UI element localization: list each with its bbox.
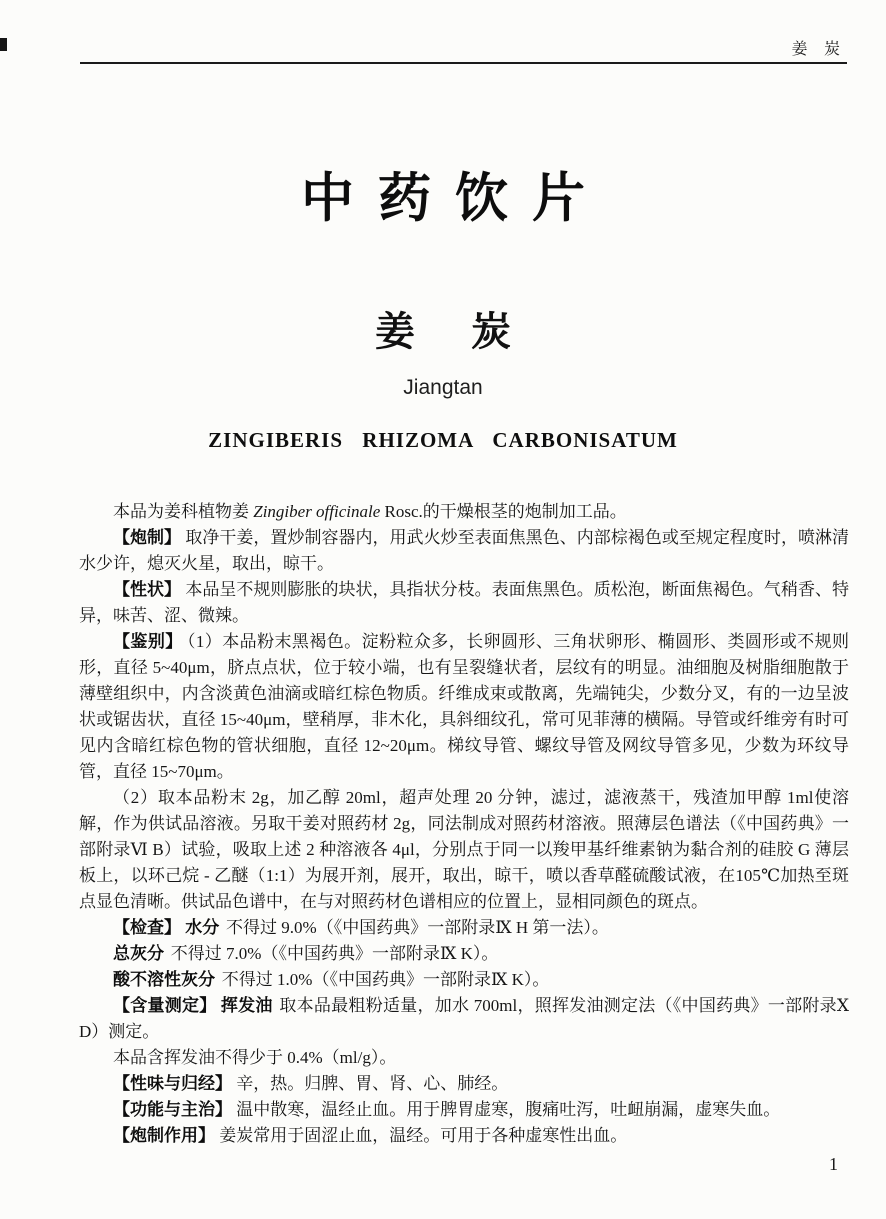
page-number: 1 — [829, 1154, 838, 1174]
section-label-gongnengyuzhuzhi: 【功能与主治】 — [113, 1100, 232, 1119]
section-label-paozhizuoyong: 【炮制作用】 — [113, 1126, 215, 1145]
drug-name-char-2: 炭 — [471, 309, 511, 354]
paragraph-jianbie-2 — [79, 785, 849, 915]
paragraph-text: 本品呈不规则膨胀的块状，具指状分枝。表面焦黑色。质松泡，断面焦褐色。气稍香、特异，味苦、涩、微辣。 — [79, 580, 850, 625]
paragraph-text: 温中散寒，温经止血。用于脾胃虚寒，腹痛吐泻，吐衄崩漏，虚寒失血。 — [236, 1100, 781, 1119]
scan-artifact — [0, 38, 7, 51]
section-label-jiancha: 【检查】 — [113, 918, 181, 937]
monograph-body — [79, 499, 849, 1149]
paragraph-paozhi-zuoyong — [79, 1123, 849, 1149]
header-rule — [80, 62, 847, 64]
paragraph-text: 取本品最粗粉适量，加水 700ml，照挥发油测定法（《中国药典》一部附录Ⅹ D）测定。 — [79, 996, 849, 1041]
sub-label-zonghuifen: 总灰分 — [113, 944, 164, 963]
latin-name: ZINGIBERIS RHIZOMA CARBONISATUM — [208, 428, 678, 452]
paragraph-text: 不得过 1.0%（《中国药典》一部附录Ⅸ K）。 — [221, 970, 550, 989]
section-label-jianbie: 【鉴别】 — [113, 632, 183, 651]
paragraph-suanburongxing-huifen — [79, 967, 849, 993]
paragraph-xingzhuang — [79, 577, 849, 629]
paragraph-text: 本品含挥发油不得少于 0.4%（ml/g）。 — [113, 1048, 397, 1067]
intro-text-pre: 本品为姜科植物姜 — [113, 502, 254, 521]
paragraph-hanliangceding — [79, 993, 849, 1045]
sub-label-suanburongxinghuifen: 酸不溶性灰分 — [113, 970, 215, 989]
section-label-xingweiyuguijing: 【性味与归经】 — [113, 1074, 232, 1093]
sub-label-huifayou: 挥发油 — [220, 996, 273, 1015]
intro-text-post: Rosc.的干燥根茎的炮制加工品。 — [380, 502, 627, 521]
paragraph-huifayou-limit — [79, 1045, 849, 1071]
section-label-paozhi: 【炮制】 — [113, 528, 182, 547]
paragraph-gongneng-zhuzhi — [79, 1097, 849, 1123]
paragraph-text: （2）取本品粉末 2g，加乙醇 20ml，超声处理 20 分钟，滤过，滤液蒸干，残渣加甲醇 1ml使溶解，作为供试品溶液。另取干姜对照药材 2g，同法制成对照药材溶液。照薄层色谱法（《中国药典》一部附录Ⅵ B）试验，吸取上述 2 种溶液各 4μl，分别点于同一以羧甲基纤维素钠为黏合剂的硅胶 G 薄层板上，以环己烷 - 乙醚（1:1）为展开剂，展开，取出，晾干，喷以香草醛硫酸试液，在105℃加热至斑点显色清晰。供试品色谱中，在与对照药材色谱相应的位置上，显相同颜色的斑点。 — [79, 788, 849, 911]
section-label-xingzhuang: 【性状】 — [113, 580, 182, 599]
paragraph-paozhi — [79, 525, 849, 577]
species-latin-name: Zingiber officinale — [253, 502, 381, 521]
paragraph-jianbie-1 — [79, 629, 849, 785]
pinyin-name: Jiangtan — [403, 376, 483, 399]
running-header: 姜 炭 — [791, 41, 846, 58]
paragraph-text: 不得过 9.0%（《中国药典》一部附录Ⅸ H 第一法）。 — [226, 918, 609, 937]
drug-name-title — [0, 300, 886, 357]
intro-paragraph — [79, 499, 849, 525]
paragraph-jiancha-shuifen — [79, 915, 849, 941]
paragraph-text: 辛，热。归脾、胃、肾、心、肺经。 — [236, 1074, 509, 1093]
paragraph-text: （1）本品粉末黑褐色。淀粉粒众多，长卵圆形、三角状卵形、椭圆形、类圆形或不规则形，直径 5~40μm，脐点点状，位于较小端，也有呈裂缝状者，层纹有的明显。油细胞及树脂细胞散于薄壁组织中，内含淡黄色油滴或暗红棕色物质。纤维成束或散离，先端钝尖，少数分叉，有的一边呈波状或锯齿状，直径 15~40μm，壁稍厚，非木化，具斜细纹孔，常可见菲薄的横隔。导管或纤维旁有时可见内含暗红棕色物的管状细胞，直径 12~20μm。梯纹导管、螺纹导管及网纹导管多见，少数为环纹导管，直径 15~70μm。 — [79, 632, 850, 781]
paragraph-text: 取净干姜，置炒制容器内，用武火炒至表面焦黑色、内部棕褐色或至规定程度时，喷淋清水少许，熄灭火星，取出，晾干。 — [79, 528, 850, 573]
book-section-title: 中药饮片 — [301, 168, 609, 229]
paragraph-text: 不得过 7.0%（《中国药典》一部附录Ⅸ K）。 — [170, 944, 499, 963]
paragraph-text: 姜炭常用于固涩止血，温经。可用于各种虚寒性出血。 — [219, 1126, 628, 1145]
paragraph-xingwei-guijing — [79, 1071, 849, 1097]
section-label-hanliangceding: 【含量测定】 — [113, 996, 217, 1015]
sub-label-shuifen: 水分 — [185, 918, 220, 937]
drug-name-char-1: 姜 — [375, 309, 415, 354]
paragraph-zonghuifen — [79, 941, 849, 967]
